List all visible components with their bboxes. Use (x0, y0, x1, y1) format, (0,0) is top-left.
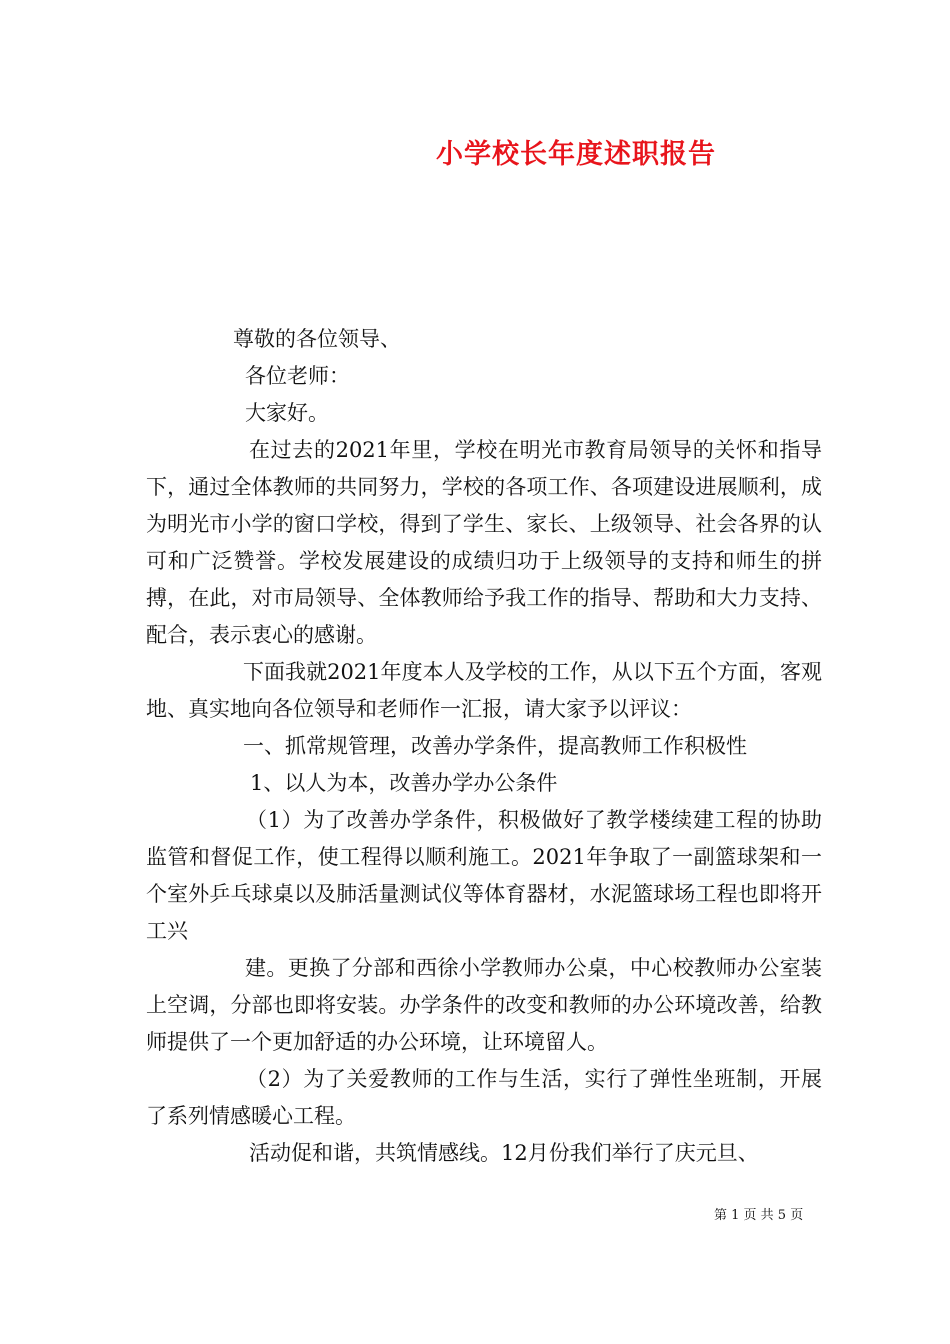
page-title: 小学校长年度述职报告 (436, 139, 716, 170)
section-heading-1: 一、抓常规管理，改善办学条件，提高教师工作积极性 (243, 734, 747, 758)
paragraph-overview: 下面我就2021年度本人及学校的工作，从以下五个方面，客观地、真实地向各位领导和老师作一汇报，请大家予以评议： (146, 660, 822, 721)
document-body (146, 321, 822, 1172)
greeting: 大家好。 (245, 401, 329, 425)
salutation-leaders: 尊敬的各位领导、 (233, 327, 401, 351)
paragraph-item-1: （1）为了改善办学条件，积极做好了教学楼续建工程的协助监管和督促工作，使工程得以顺利施工。2021年争取了一副篮球架和一个室外乒乓球桌以及肺活量测试仪等体育器材，水泥篮球场工程也即将开工兴 (146, 808, 822, 943)
paragraph-item-2: （2）为了关爱教师的工作与生活，实行了弹性坐班制，开展了系列情感暖心工程。 (146, 1067, 822, 1128)
salutation-teachers: 各位老师： (245, 364, 350, 388)
page-number-footer: 第 1 页 共 5 页 (714, 1208, 804, 1223)
subsection-heading-1-1: 1、以人为本，改善办学办公条件 (250, 771, 558, 795)
paragraph-intro: 在过去的2021年里，学校在明光市教育局领导的关怀和指导下，通过全体教师的共同努力，学校的各项工作、各项建设进展顺利，成为明光市小学的窗口学校，得到了学生、家长、上级领导、社会各界的认可和广泛赞誉。学校发展建设的成绩归功于上级领导的支持和师生的拼搏，在此，对市局领导、全体教师给予我工作的指导、帮助和大力支持、配合，表示衷心的感谢。 (146, 438, 822, 647)
paragraph-activities: 活动促和谐，共筑情感线。12月份我们举行了庆元旦、 (249, 1141, 759, 1165)
paragraph-item-1-cont: 建。更换了分部和西徐小学教师办公桌，中心校教师办公室装上空调，分部也即将安装。办学条件的改变和教师的办公环境改善，给教师提供了一个更加舒适的办公环境，让环境留人。 (146, 956, 822, 1054)
